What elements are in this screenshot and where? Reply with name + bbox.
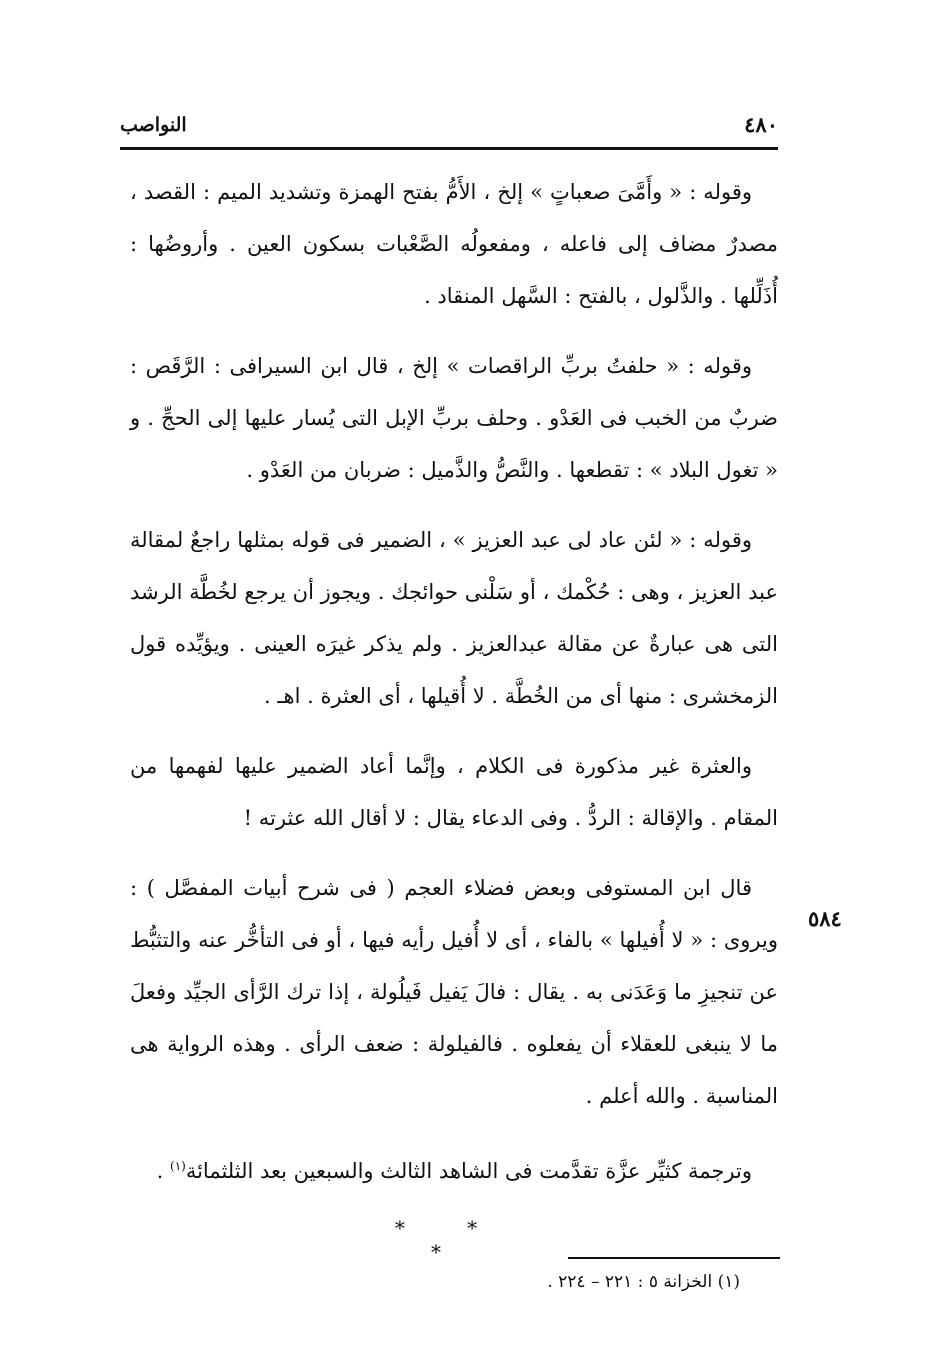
header-rule [120,147,778,150]
paragraph-2: وقوله : « حلفتُ بربِّ الراقصات » إلخ ، قال ابن السيرافى : الرَّقَص : ضربٌ من الخبب فى العَدْو . وحلف بربِّ الإبل التى يُسار عليها إلى الحجِّ . و « تغول البلاد » : تقطعها . والنَّصُّ والذَّميل : ضربان من العَدْو . [130,354,778,482]
paragraph-6-end: . [156,1159,170,1183]
body-text [130,166,778,1215]
paragraph-5: قال ابن المستوفى وبعض فضلاء العجم ( فى شرح أبيات المفصَّل ) : ويروى : « لا أُفيلها » بالفاء ، أى لا أُفيل رأيه فيها ، أو فى التأخُّر عنه والتثبُّط عن تنجيزِ ما وَعَدَنى به . يقال : فالَ يَفيل فَيلُولة ، إذا ترك الرَّأى الجيِّد وفعلَ ما لا ينبغى للعقلاء أن يفعلوه . فالفيلولة : ضعف الرأى . وهذه الرواية هى المناسبة . والله أعلم . [130,876,778,1108]
page-number: ٤٨٠ [744,112,778,137]
paragraph-3: وقوله : « لئن عاد لى عبد العزيز » ، الضمير فى قوله بمثلها راجعٌ لمقالة عبد العزيز ، وهى : حُكْمك ، أو سَلْنى حوائجك . ويجوز أن يرجع لخُطَّة الرشد التى هى عبارةٌ عن مقالة عبدالعزيز . ولم يذكر غيرَه العينى . ويؤيِّده قول الزمخشرى : منها أى من الخُطَّة . لا أُقيلها ، أى العثرة . اهـ . [130,528,778,708]
footnote-marker: (١) [170,1159,186,1173]
paragraph-6 [130,1140,778,1197]
paragraph-4: والعثرة غير مذكورة فى الكلام ، وإنَّما أعاد الضمير عليها لفهمها من المقام . والإقالة : الردُّ . وفى الدعاء يقال : لا أقال الله عثرته ! [130,754,778,830]
margin-number: ٥٨٤ [808,906,842,931]
page-header [120,112,778,146]
header-title: النواصب [120,114,187,136]
footnote: (١) الخزانة ٥ : ٢٢١ – ٢٢٤ . [547,1272,740,1292]
paragraph-6-text: وترجمة كثيِّر عزَّة تقدَّمت فى الشاهد الثالث والسبعين بعد الثلثمائة [185,1159,752,1183]
section-ornament: * * * [394,1216,506,1264]
paragraph-1: وقوله : « وأَمَّىَ صعباتٍ » إلخ ، الأَمُّ بفتح الهمزة وتشديد الميم : القصد ، مصدرٌ مضاف إلى فاعله ، ومفعولُه الصَّعْبات بسكون العين . وأروضُها : أُذَلِّلها . والذَّلول ، بالفتح : السَّهل المنقاد . [130,180,778,308]
footnote-rule [568,1257,780,1259]
